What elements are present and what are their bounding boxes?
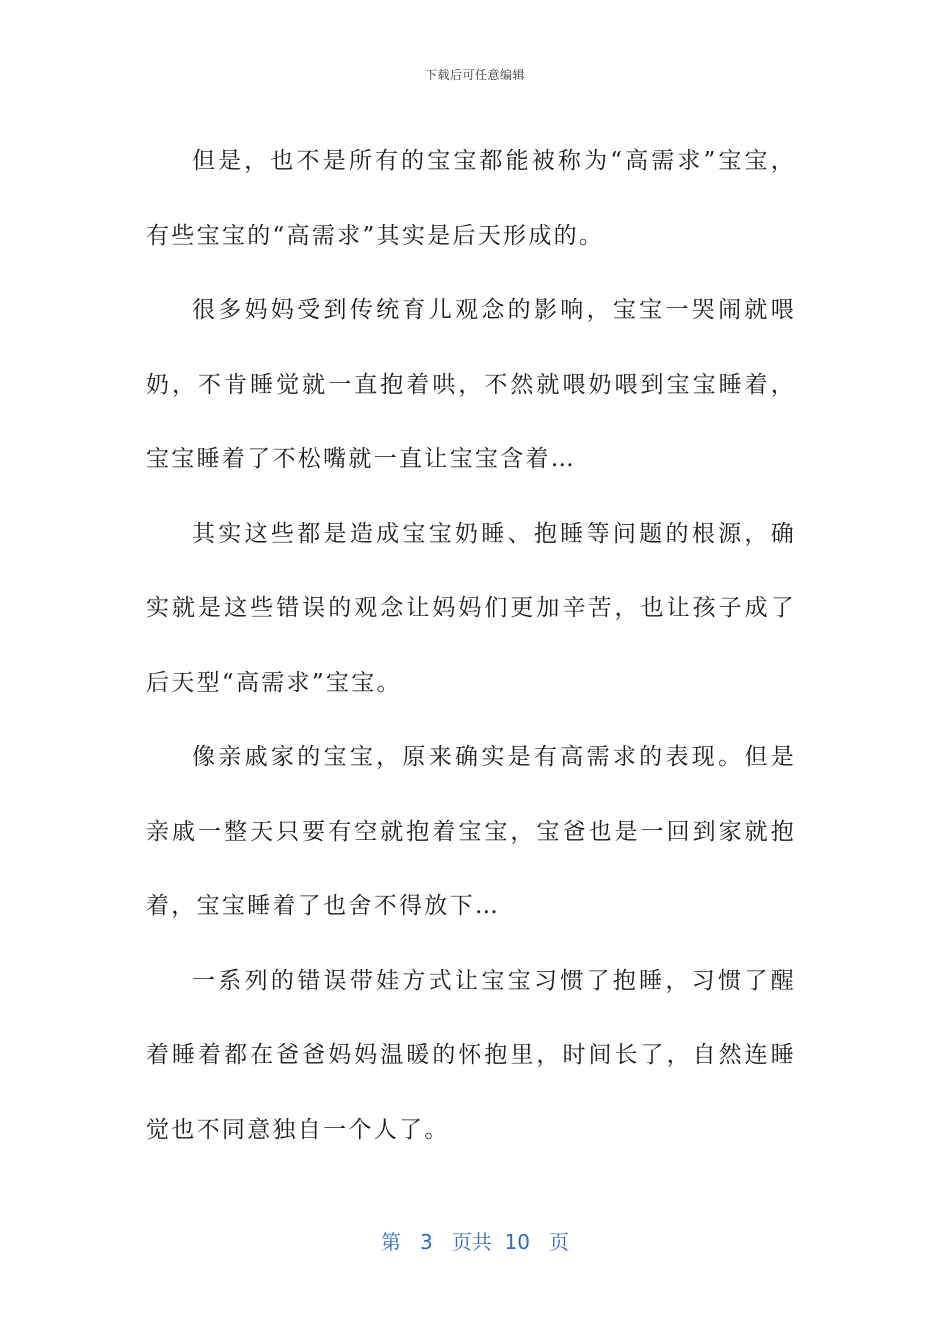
footer-suffix: 页	[549, 1230, 570, 1254]
paragraph: 一系列的错误带娃方式让宝宝习惯了抱睡，习惯了醒着睡着都在爸爸妈妈温暖的怀抱里，时间长了，自然连睡觉也不同意独自一个人了。	[146, 967, 796, 1143]
page-header: 下载后可任意编辑	[424, 68, 525, 82]
page-footer	[0, 1226, 950, 1255]
footer-middle: 页共	[451, 1230, 492, 1254]
paragraph: 像亲戚家的宝宝，原来确实是有高需求的表现。但是亲戚一整天只要有空就抱着宝宝，宝爸也是一回到家就抱着，宝宝睡着了也舍不得放下…	[146, 744, 796, 919]
total-pages-number: 10	[504, 1230, 530, 1254]
paragraph: 但是，也不是所有的宝宝都能被称为“高需求”宝宝，有些宝宝的“高需求”其实是后天形成的。	[146, 148, 796, 249]
footer-prefix: 第	[380, 1230, 401, 1254]
current-page-number: 3	[420, 1230, 433, 1254]
paragraph: 其实这些都是造成宝宝奶睡、抱睡等问题的根源，确实就是这些错误的观念让妈妈们更加辛苦，也让孩子成了后天型“高需求”宝宝。	[146, 520, 796, 696]
article-body	[146, 124, 796, 1167]
paragraph: 很多妈妈受到传统育儿观念的影响，宝宝一哭闹就喂奶，不肯睡觉就一直抱着哄，不然就喂奶喂到宝宝睡着，宝宝睡着了不松嘴就一直让宝宝含着…	[146, 297, 796, 472]
